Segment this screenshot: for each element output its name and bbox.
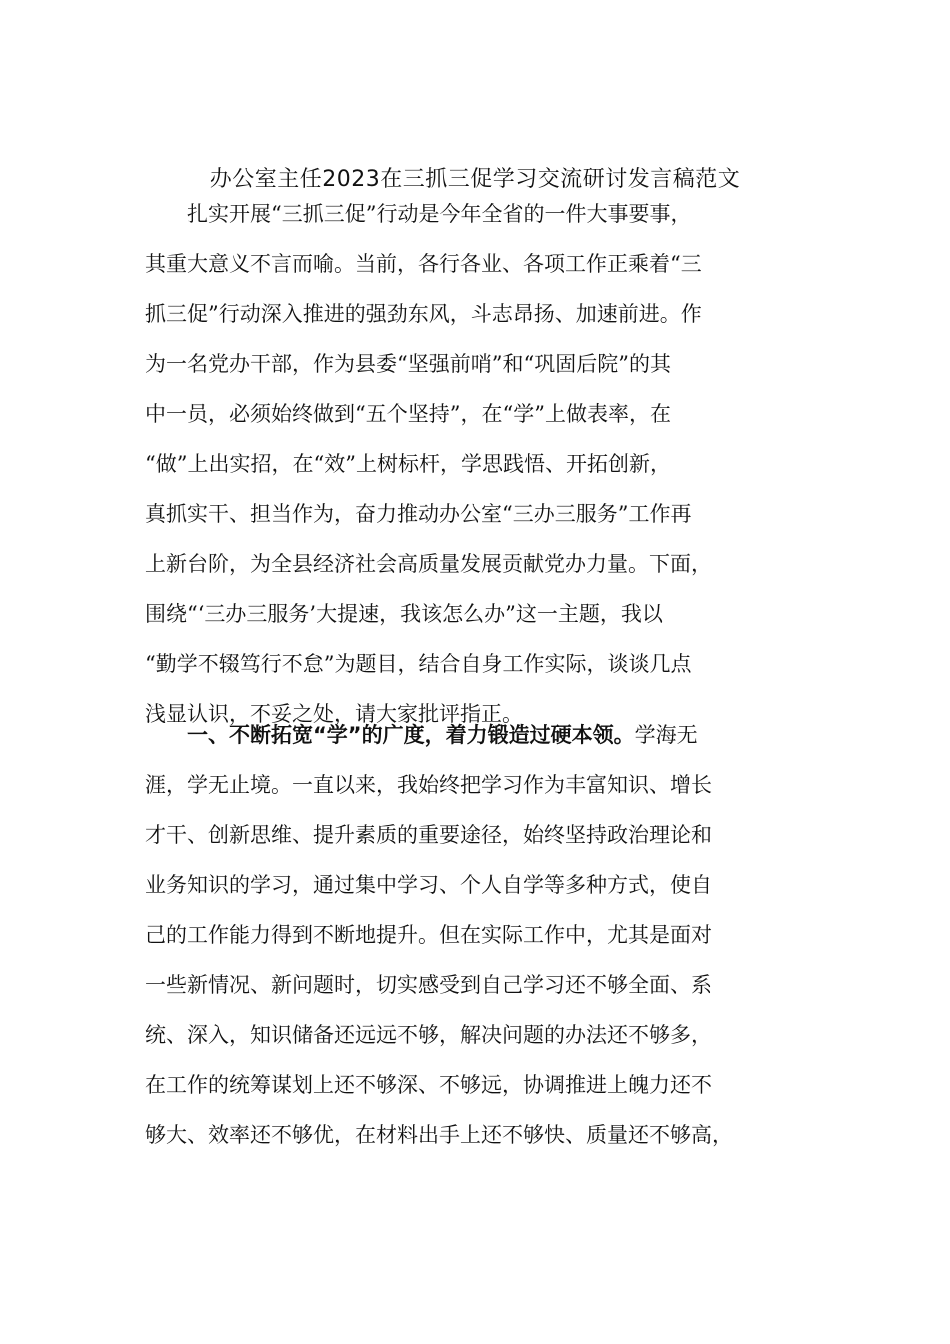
paragraph-line: 才干、创新思维、提升素质的重要途径，始终坚持政治理论和 — [145, 823, 712, 847]
paragraph-line: 在工作的统筹谋划上还不够深、不够远，协调推进上魄力还不 — [145, 1073, 712, 1097]
paragraph-line: 己的工作能力得到不断地提升。但在实际工作中，尤其是面对 — [145, 923, 712, 947]
page-title: 办公室主任2023在三抓三促学习交流研讨发言稿范文 — [209, 167, 741, 192]
section-1-paragraph — [145, 710, 795, 1160]
paragraph-line: 涯，学无止境。一直以来，我始终把学习作为丰富知识、增长 — [145, 773, 712, 797]
paragraph-line: 业务知识的学习，通过集中学习、个人自学等多种方式，使自 — [145, 873, 712, 897]
paragraph-line: 够大、效率还不够优，在材料出手上还不够快、质量还不够高， — [145, 1123, 733, 1147]
paragraph-line: 浅显认识，不妥之处，请大家批评指正。 — [145, 702, 523, 726]
intro-paragraph — [145, 189, 795, 739]
paragraph-line: 抓三促”行动深入推进的强劲东风，斗志昂扬、加速前进。作 — [145, 302, 702, 326]
paragraph-line: 统、深入，知识储备还远远不够，解决问题的办法还不够多， — [145, 1023, 712, 1047]
paragraph-line: “勤学不辍笃行不怠”为题目，结合自身工作实际，谈谈几点 — [145, 652, 692, 676]
paragraph-line: “做”上出实招，在“效”上树标杆，学思践悟、开拓创新， — [145, 452, 671, 476]
section-1-first-line — [145, 710, 795, 760]
paragraph-line: 扎实开展“三抓三促”行动是今年全省的一件大事要事， — [187, 202, 692, 226]
paragraph-line: 围绕“‘三办三服务’大提速，我该怎么办”这一主题，我以 — [145, 602, 663, 626]
section-1-heading: 一、不断拓宽“学”的广度，着力锻造过硬本领。 — [187, 723, 635, 747]
section-1-first-line-text: 学海无 — [634, 723, 698, 747]
paragraph-line: 其重大意义不言而喻。当前，各行各业、各项工作正乘着“三 — [145, 252, 702, 276]
paragraph-line: 中一员，必须始终做到“五个坚持”，在“学”上做表率，在 — [145, 402, 671, 426]
paragraph-line: 一些新情况、新问题时，切实感受到自己学习还不够全面、系 — [145, 973, 712, 997]
paragraph-line: 上新台阶，为全县经济社会高质量发展贡献党办力量。下面， — [145, 552, 712, 576]
paragraph-line: 为一名党办干部，作为县委“坚强前哨”和“巩固后院”的其 — [145, 352, 671, 376]
paragraph-line: 真抓实干、担当作为，奋力推动办公室“三办三服务”工作再 — [145, 502, 692, 526]
